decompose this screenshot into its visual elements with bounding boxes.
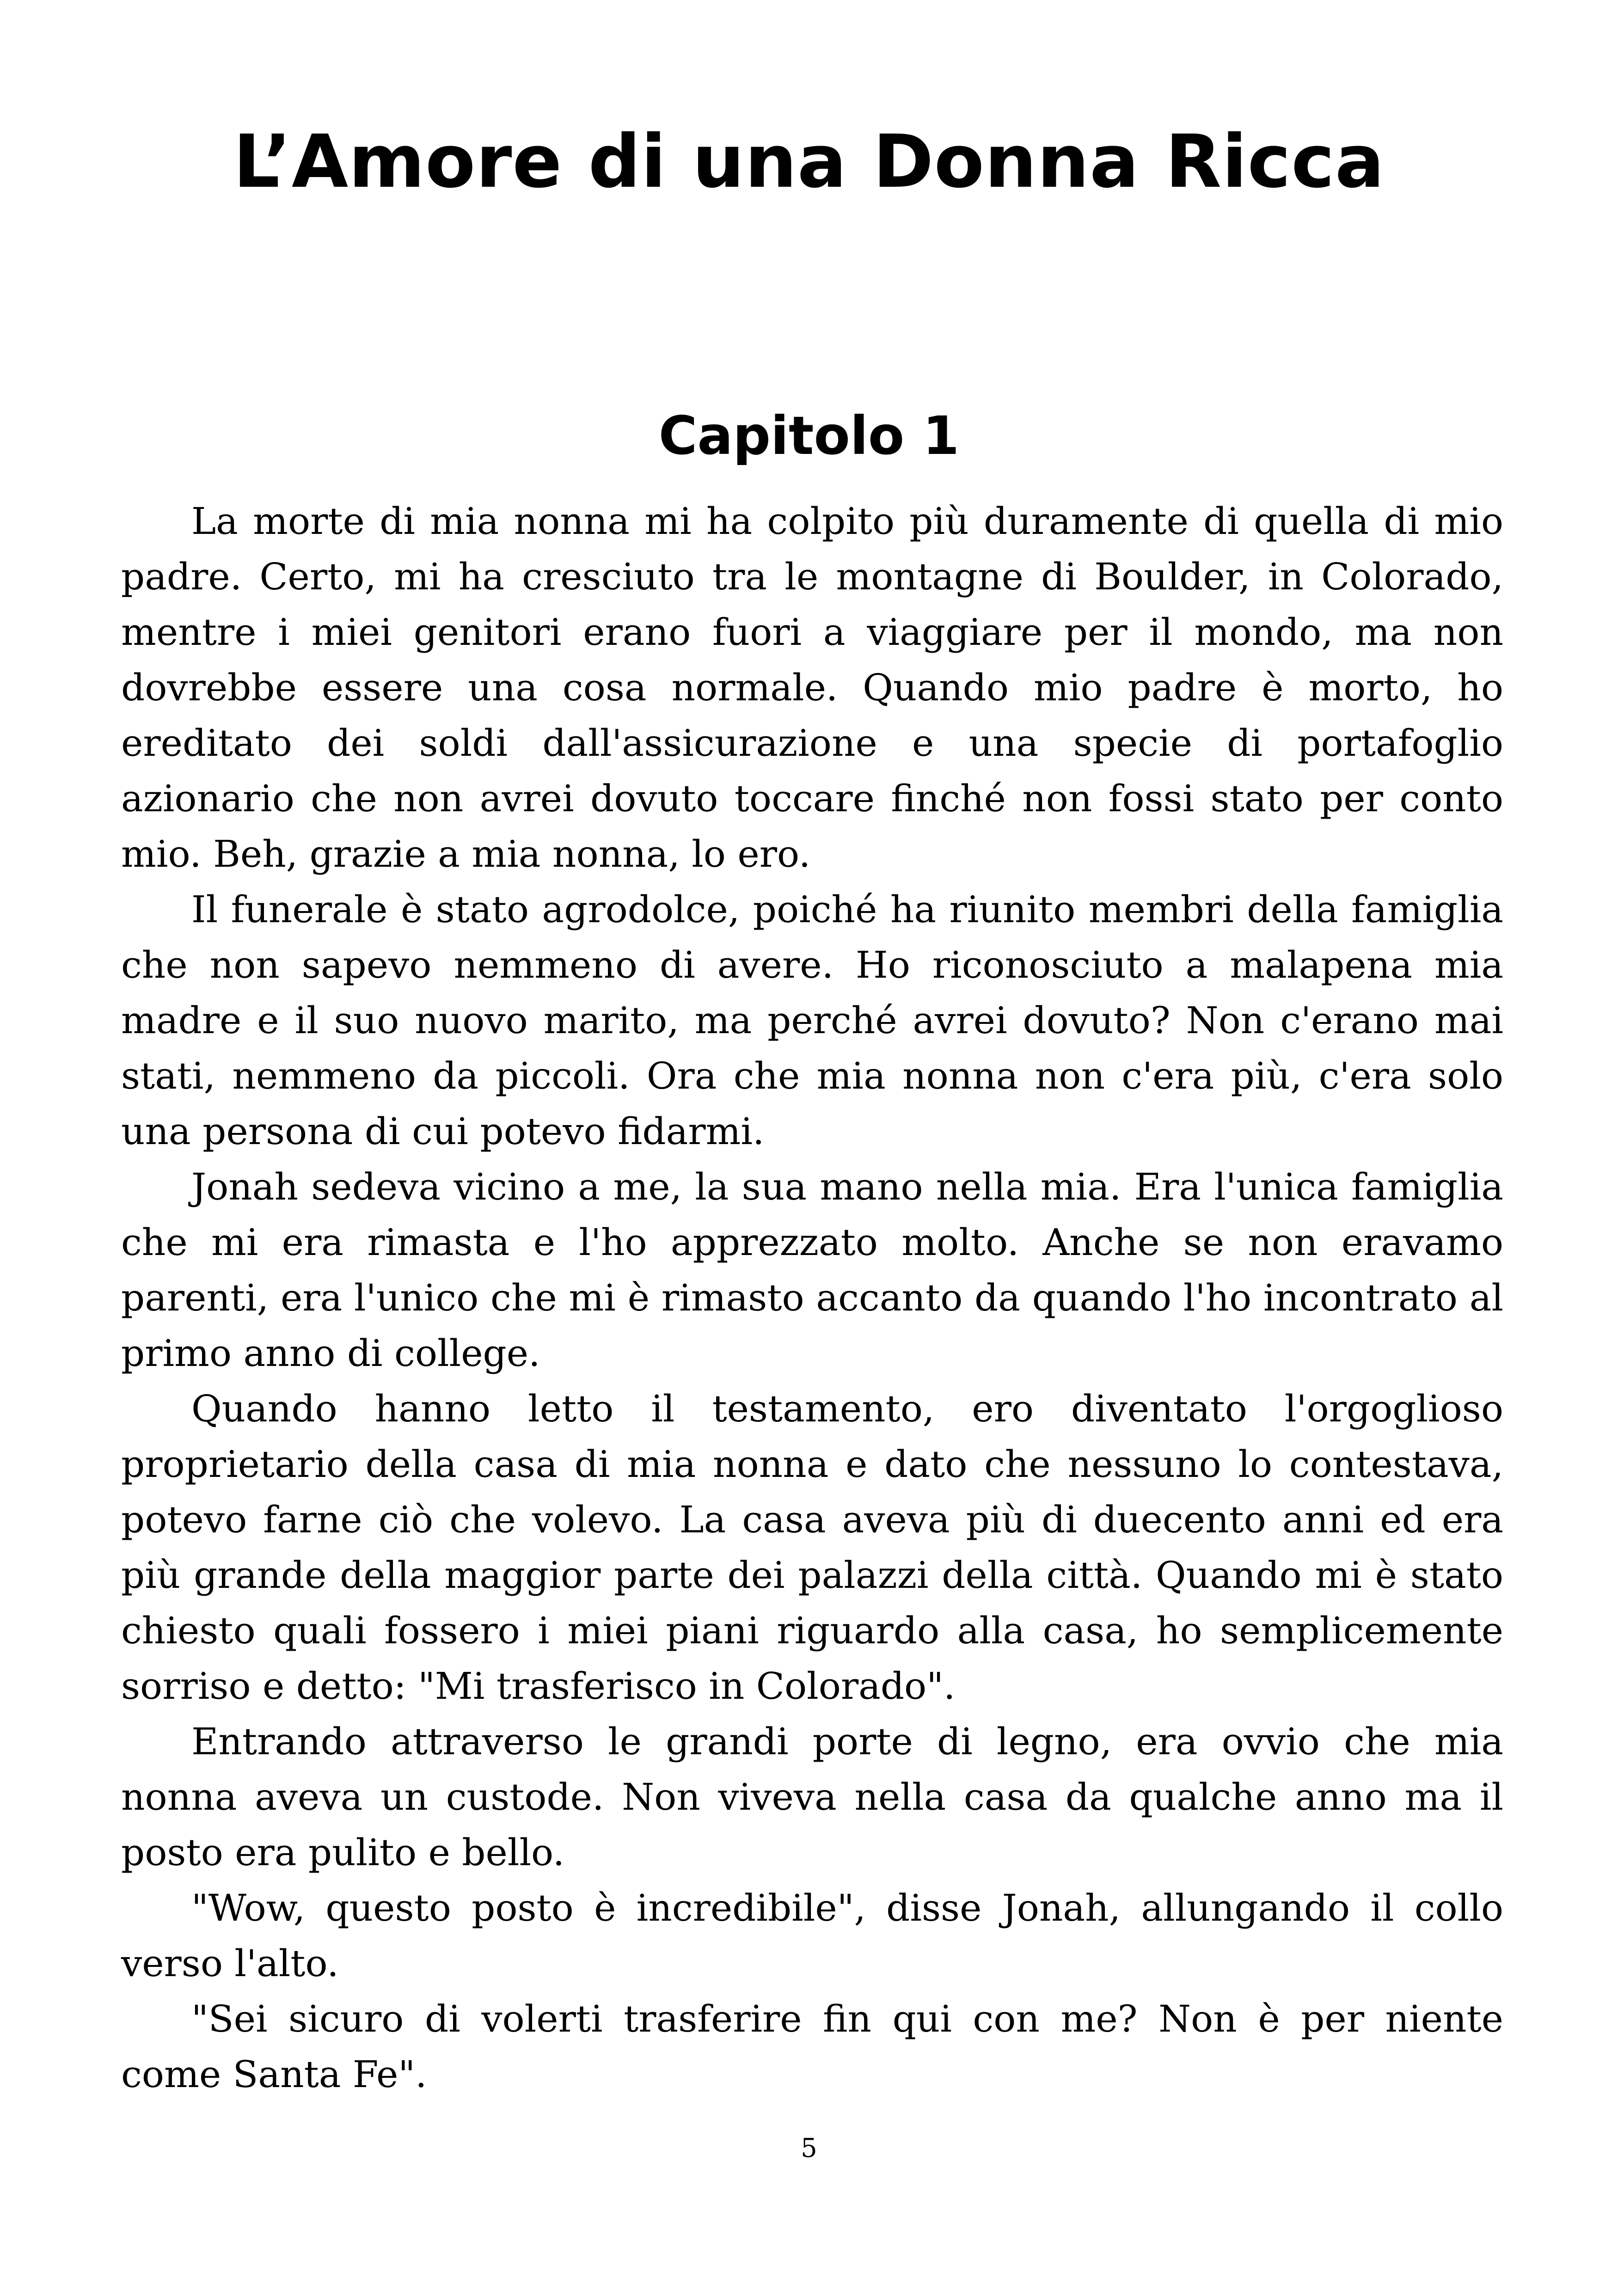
paragraph: La morte di mia nonna mi ha colpito più duramente di quella di mio padre. Certo, mi ha cresciuto tra le montagne di Boulder, in Colorado, mentre i miei genitori erano fuori a viaggiare per il mondo, ma non dovrebbe essere una cosa normale. Quando mio padre è morto, ho ereditato dei soldi dall'assicurazione e una specie di portafoglio azionario che non avrei dovuto toccare finché non fossi stato per conto mio. Beh, grazie a mia nonna, lo ero. — [121, 500, 1503, 876]
page-number: 5 — [801, 2133, 817, 2163]
paragraph: "Wow, questo posto è incredibile", disse Jonah, allungando il collo verso l'alto. — [121, 1886, 1503, 1985]
chapter-title: Capitolo 1 — [658, 405, 960, 466]
book-title: L’Amore di una Donna Ricca — [233, 119, 1385, 204]
paragraph: Quando hanno letto il testamento, ero diventato l'orgoglioso proprietario della casa di mia nonna e dato che nessuno lo contestava, potevo farne ciò che volevo. La casa aveva più di duecento anni ed era più grande della maggior parte dei palazzi della città. Quando mi è stato chiesto quali fossero i miei piani riguardo alla casa, ho semplicemente sorriso e detto: "Mi trasferisco in Colorado". — [121, 1387, 1503, 1708]
paragraph: Il funerale è stato agrodolce, poiché ha riunito membri della famiglia che non sapevo nemmeno di avere. Ho riconosciuto a malapena mia madre e il suo nuovo marito, ma perché avrei dovuto? Non c'erano mai stati, nemmeno da piccoli. Ora che mia nonna non c'era più, c'era solo una persona di cui potevo fidarmi. — [121, 888, 1503, 1153]
paragraph: Entrando attraverso le grandi porte di legno, era ovvio che mia nonna aveva un custode. Non viveva nella casa da qualche anno ma il posto era pulito e bello. — [121, 1720, 1503, 1874]
chapter-body — [121, 494, 1503, 2102]
paragraph: Jonah sedeva vicino a me, la sua mano nella mia. Era l'unica famiglia che mi era rimasta e l'ho apprezzato molto. Anche se non eravamo parenti, era l'unico che mi è rimasto accanto da quando l'ho incontrato al primo anno di college. — [121, 1165, 1503, 1375]
paragraph: "Sei sicuro di volerti trasferire fin qui con me? Non è per niente come Santa Fe". — [121, 1997, 1503, 2096]
